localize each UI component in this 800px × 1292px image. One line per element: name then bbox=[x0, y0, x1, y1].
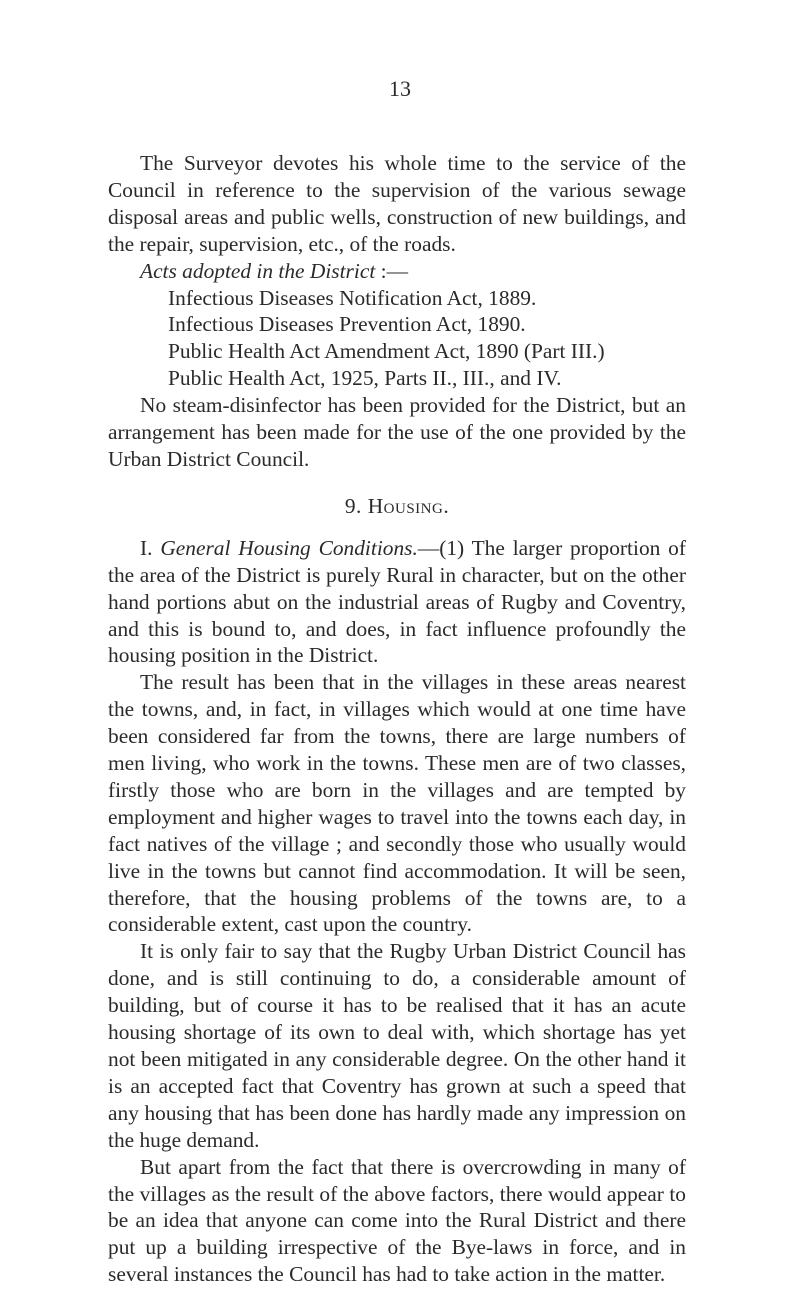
paragraph-overcrowding: But apart from the fact that there is overcrowding in many of the villages as the result of the above factors, there would appear to be an idea that anyone can come into the Rural District and there put up a building irrespective of the Bye-laws in force, and in several instances the Council has had to take action in the matter. bbox=[108, 1154, 686, 1287]
paragraph-general-housing bbox=[108, 535, 686, 670]
acts-adopted-heading bbox=[108, 258, 686, 285]
act-item: Public Health Act, 1925, Parts II., III., and IV. bbox=[168, 366, 562, 391]
general-prefix: I. bbox=[140, 535, 161, 560]
acts-adopted-suffix: :— bbox=[375, 258, 408, 283]
general-housing-body: —(1) The larger proportion of the area of the District is purely Rural in character, but on the other hand portions abut on the industrial areas of Rugby and Coventry, and this is bound to, and does, in fact influence profoundly the housing position in the District. bbox=[108, 535, 686, 668]
page-number: 13 bbox=[389, 76, 411, 101]
paragraph-rugby: It is only fair to say that the Rugby Urban District Council has done, and is still continuing to do, a considerable amount of building, but of course it has to be realised that it has an acute housing shortage of its own to deal with, which shortage has yet not been mitigated in any considerable degree. On the other hand it is an accepted fact that Coventry has grown at such a speed that any housing that has been done has hardly made any impression on the huge demand. bbox=[108, 939, 686, 1152]
act-item: Public Health Act Amendment Act, 1890 (Part III.) bbox=[168, 339, 605, 364]
paragraph-disinfector: No steam-disinfector has been provided for the District, but an arrangement has been made for the use of the one provided by the Urban District Council. bbox=[108, 393, 686, 471]
section-heading-housing: 9. Housing. bbox=[344, 493, 450, 518]
general-housing-title: General Housing Conditions. bbox=[160, 535, 418, 560]
act-item: Infectious Diseases Prevention Act, 1890. bbox=[168, 312, 526, 337]
paragraph-result: The result has been that in the villages in these areas nearest the towns, and, in fact, in villages which would at one time have been considered far from the towns, there are large numbers of men living, who work in the towns. These men are of two classes, firstly those who are born in the villages and are tempted by employment and higher wages to travel into the towns each day, in fact natives of the village ; and secondly those who usually would live in the towns but cannot find accommodation. It will be seen, therefore, that the housing problems of the towns are, to a considerable extent, cast upon the country. bbox=[108, 670, 686, 937]
acts-adopted-label: Acts adopted in the District bbox=[140, 258, 376, 283]
body-text bbox=[108, 150, 686, 1288]
paragraph-surveyor: The Surveyor devotes his whole time to the service of the Council in reference to the supervision of the various sewage disposal areas and public wells, construction of new buildings, and the repair, supervision, etc., of the roads. bbox=[108, 151, 686, 256]
act-item: Infectious Diseases Notification Act, 1889. bbox=[168, 285, 537, 310]
